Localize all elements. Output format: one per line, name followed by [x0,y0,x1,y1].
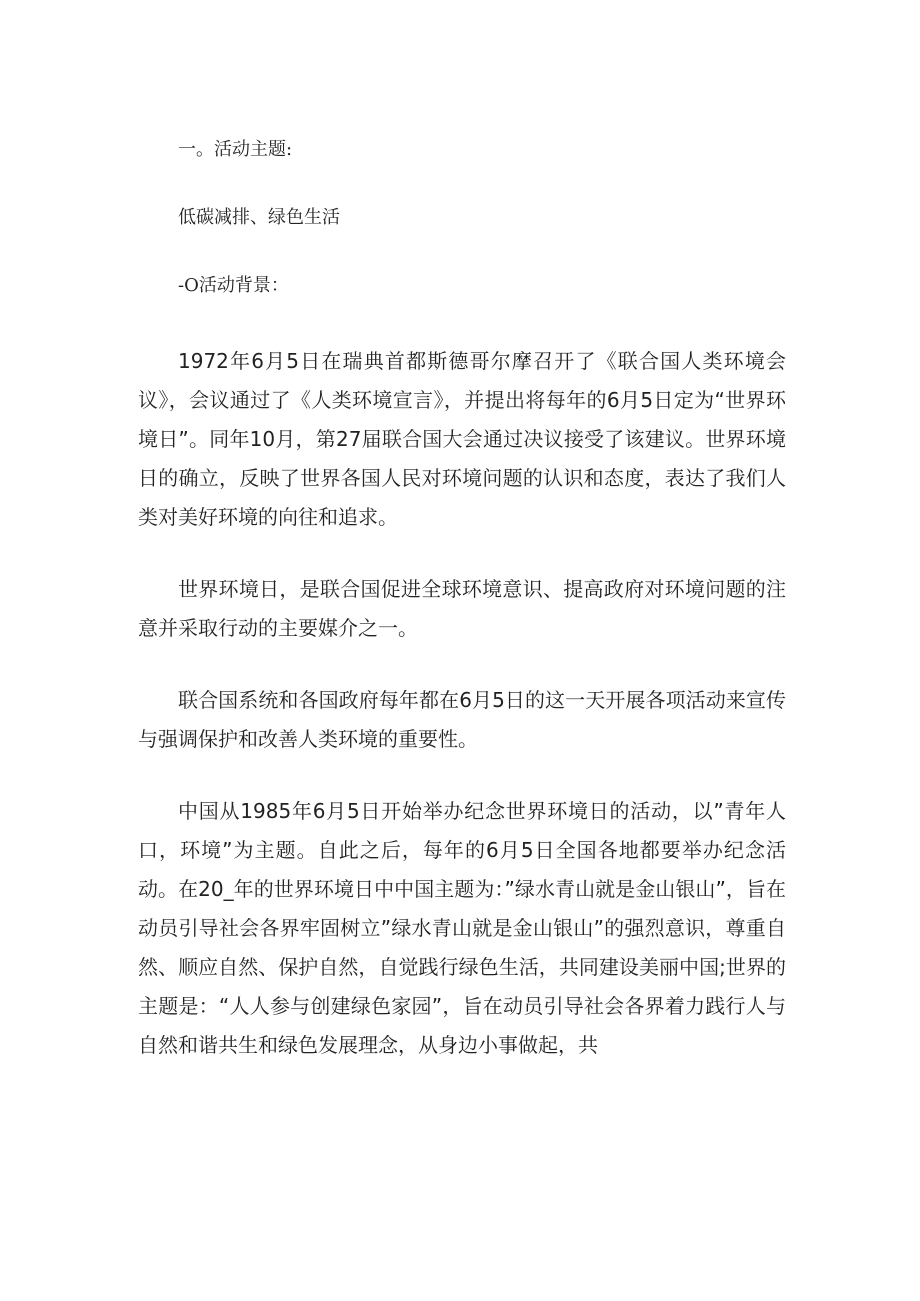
activity-theme-text: 低碳减排、绿色生活 [178,207,340,228]
section-heading-background: -O活动背景： [178,275,289,296]
paragraph-history: 1972年6月5日在瑞典首都斯德哥尔摩召开了《联合国人类环境会议》，会议通过了《人类环境宣言》，并提出将每年的6月5日定为“世界环境日”。同年10月，第27届联合国大会通过决议接受了该建议。世界环境日的确立，反映了世界各国人民对环境问题的认识和态度，表达了我们人类对美好环境的向往和追求。 [138,349,786,529]
section-heading-theme: 一。活动主题: [178,139,293,160]
paragraph-un-activities: 联合国系统和各国政府每年都在6月5日的这一天开展各项活动来宣传与强调保护和改善人类环境的重要性。 [138,688,786,751]
paragraph-definition: 世界环境日，是联合国促进全球环境意识、提高政府对环境问题的注意并采取行动的主要媒介之一。 [138,577,786,640]
document-body [138,138,786,1098]
paragraph-china: 中国从1985年6月5日开始举办纪念世界环境日的活动，以”青年人口，环境”为主题。自此之后，每年的6月5日全国各地都要举办纪念活动。在20_年的世界环境日中中国主题为：”绿水青山就是金山银山”，旨在动员引导社会各界牢固树立”绿水青山就是金山银山”的强烈意识，尊重自然、顺应自然、保护自然，自觉践行绿色生活，共同建设美丽中国;世界的主题是：“人人参与创建绿色家园”，旨在动员引导社会各界着力践行人与自然和谐共生和绿色发展理念，从身边小事做起，共 [138,799,786,1057]
